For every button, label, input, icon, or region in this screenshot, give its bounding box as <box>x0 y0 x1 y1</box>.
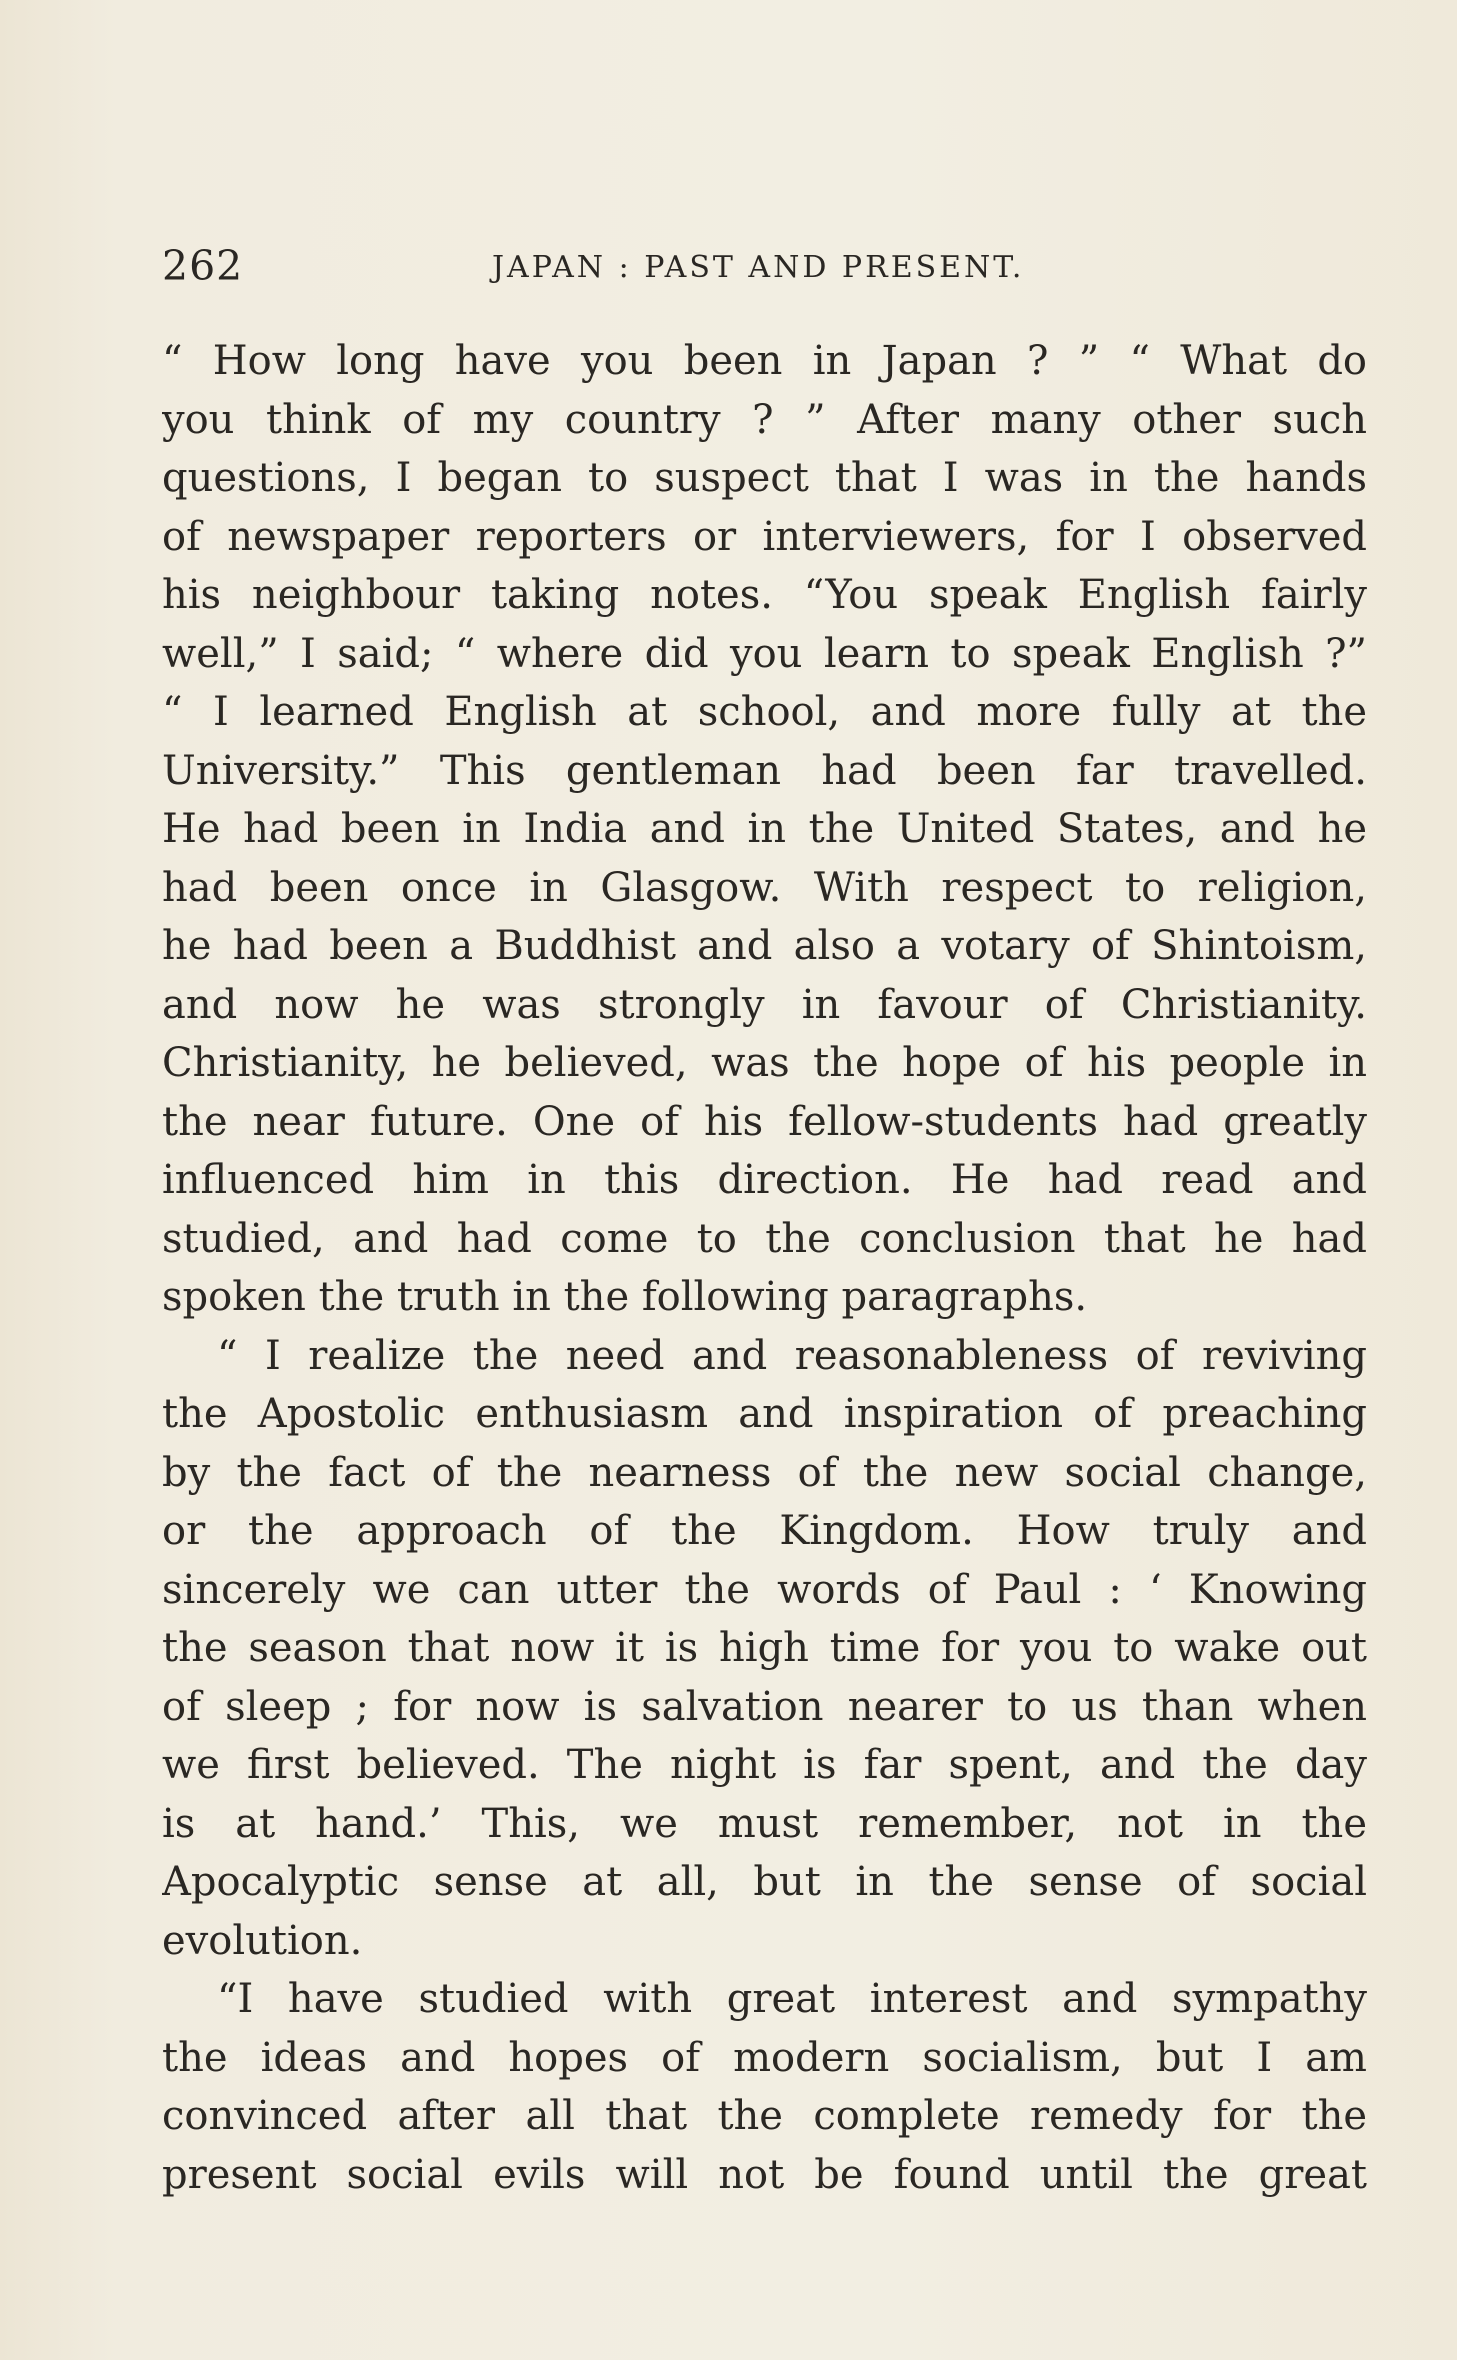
page-header <box>162 240 1367 292</box>
text-line: evolution. <box>162 1917 363 1964</box>
text-line: He had been in India and in the United States, and he <box>162 806 1367 852</box>
text-line: “I have studied with great interest and sympathy <box>217 1976 1367 2022</box>
text-line: had been once in Glasgow. With respect to religion, <box>162 864 1367 911</box>
body-text <box>162 332 1367 2204</box>
text-line: “ I learned English at school, and more fully at the <box>162 689 1367 735</box>
text-line: he had been a Buddhist and also a votary of Shintoism, <box>162 923 1367 969</box>
text-line: “ How long have you been in Japan ? ” “ What do <box>162 338 1367 384</box>
text-line: of newspaper reporters or interviewers, for I observed <box>162 513 1367 560</box>
text-line: is at hand.’ This, we must remember, not in the <box>162 1800 1367 1847</box>
text-line: questions, I began to suspect that I was in the hands <box>162 455 1367 501</box>
running-head: JAPAN : PAST AND PRESENT. <box>492 250 1025 285</box>
text-line: the Apostolic enthusiasm and inspiration of preaching <box>162 1391 1367 1437</box>
text-line: well,” I said; “ where did you learn to speak English ?” <box>162 630 1367 677</box>
text-line: “ I realize the need and reasonableness of reviving <box>217 1332 1367 1379</box>
text-line: influenced him in this direction. He had read and <box>162 1157 1367 1203</box>
text-line: University.” This gentleman had been far travelled. <box>162 747 1367 794</box>
page-number: 262 <box>162 242 244 290</box>
text-line: Christianity, he believed, was the hope of his people in <box>162 1040 1367 1086</box>
text-line: present social evils will not be found until the great <box>162 2151 1367 2198</box>
text-line: by the fact of the nearness of the new social change, <box>162 1449 1367 1496</box>
text-line: studied, and had come to the conclusion that he had <box>162 1215 1367 1262</box>
text-line: we first believed. The night is far spent, and the day <box>162 1742 1367 1788</box>
text-line: the season that now it is high time for you to wake out <box>162 1625 1367 1671</box>
text-line: and now he was strongly in favour of Christianity. <box>162 981 1367 1028</box>
text-line: convinced after all that the complete remedy for the <box>162 2093 1367 2139</box>
text-line: spoken the truth in the following paragraphs. <box>162 1274 1088 1320</box>
text-line: or the approach of the Kingdom. How truly and <box>162 1508 1367 1554</box>
text-line: Apocalyptic sense at all, but in the sense of social <box>162 1859 1367 1905</box>
text-line: you think of my country ? ” After many other such <box>162 396 1367 443</box>
text-line: of sleep ; for now is salvation nearer to us than when <box>162 1683 1367 1730</box>
text-line: the ideas and hopes of modern socialism, but I am <box>162 2034 1367 2081</box>
text-line: his neighbour taking notes. “You speak English fairly <box>162 572 1367 618</box>
text-line: sincerely we can utter the words of Paul : ‘ Knowing <box>162 1566 1367 1613</box>
text-line: the near future. One of his fellow-students had greatly <box>162 1098 1367 1145</box>
